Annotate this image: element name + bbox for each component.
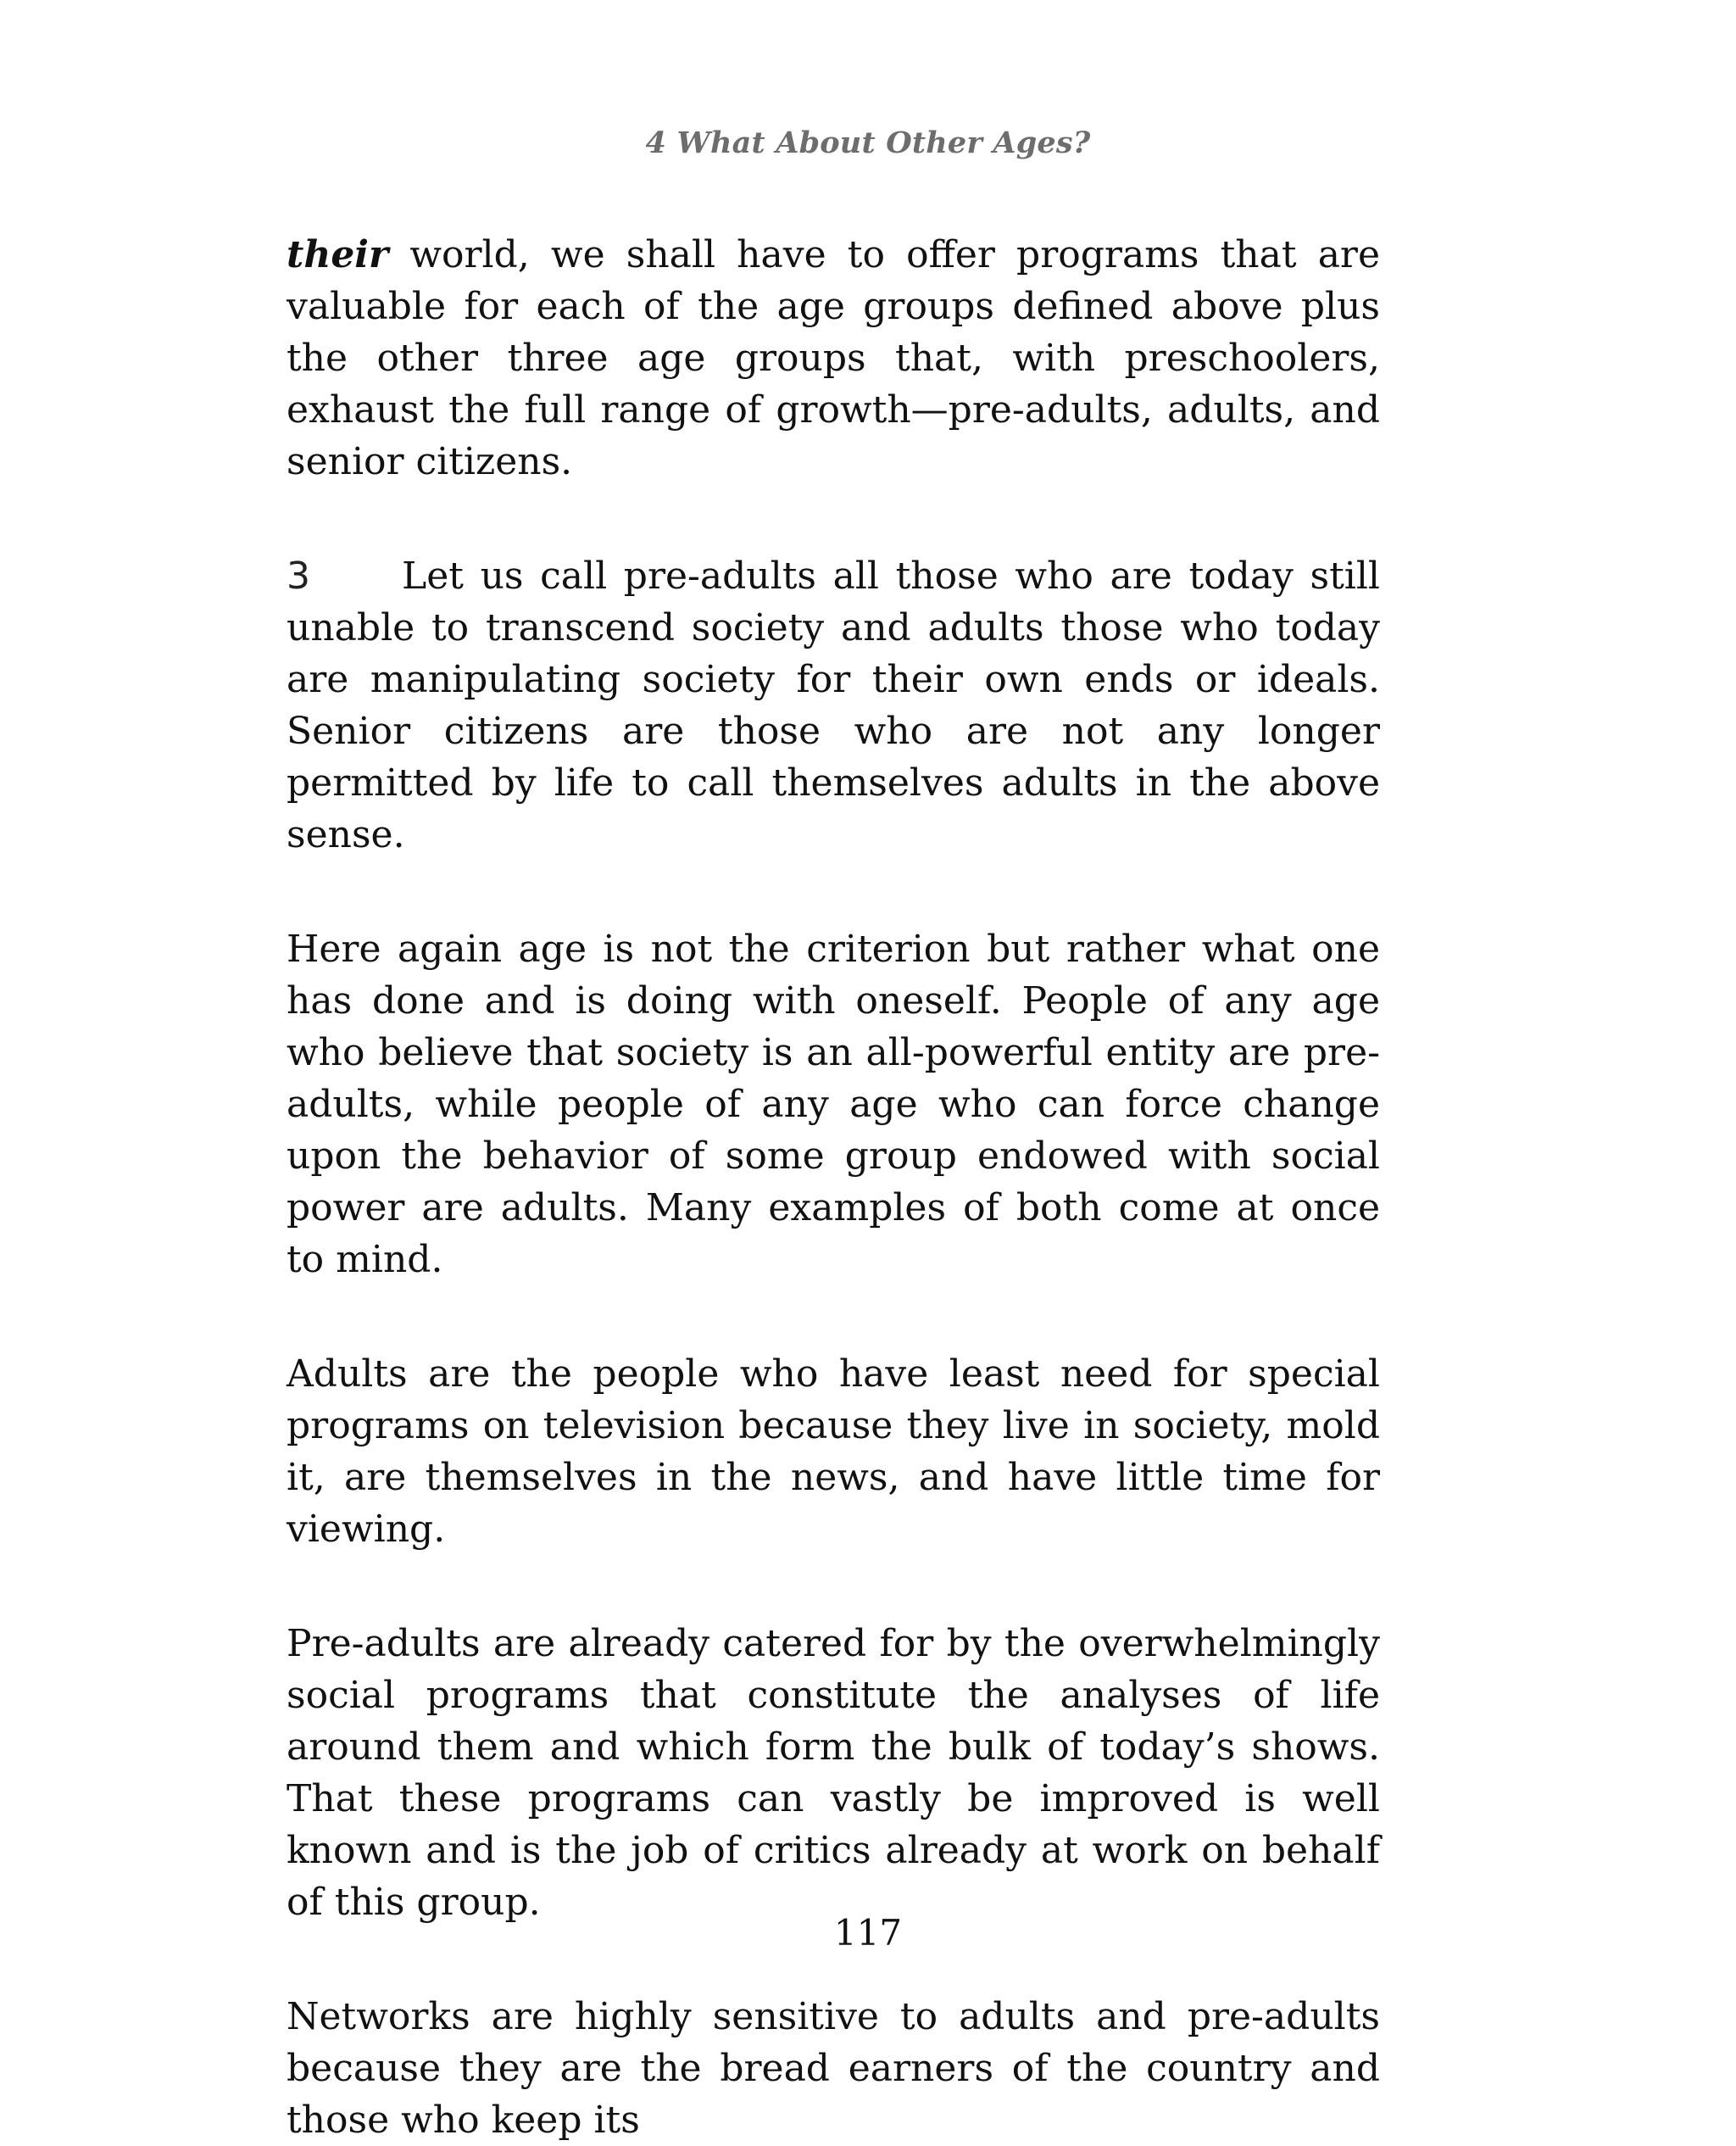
paragraph-text: Let us call pre-adults all those who are today still unable to transcend society and adults those who today are manipulating society for their own ends or ideals. Senior citizens are those who are not any longer permitted by life to call themselves adults in the above sense. (287, 555, 1380, 856)
paragraph: Adults are the people who have least need for special programs on television because they live in society, mold it, are themselves in the news, and have little time for viewing. (287, 1352, 1380, 1551)
paragraph-section-3 (287, 550, 1380, 861)
paragraph-text: world, we shall have to offer programs that are valuable for each of the age groups defined above plus the other three age groups that, with preschoolers, exhaust the full range of growth—pre-adults, adults, and senior citizens. (287, 233, 1380, 483)
running-header: 4 What About Other Ages? (645, 125, 1091, 160)
page-number: 117 (833, 1912, 903, 1954)
paragraph: Networks are highly sensitive to adults and pre-adults because they are the bread earners of the country and those who keep its (287, 1995, 1380, 2142)
paragraph: Pre-adults are already catered for by the overwhelmingly social programs that constitute the analyses of life around them and which form the bulk of today’s shows. That these programs can vastly be improved is well known and is the job of critics already at work on behalf of this group. (287, 1622, 1380, 1924)
section-number: 3 (287, 555, 310, 598)
body-text (287, 229, 1380, 2146)
paragraph-continuation (287, 229, 1380, 488)
emphasized-word: their (287, 233, 389, 276)
paragraph: Here again age is not the criterion but rather what one has done and is doing with oneself. People of any age who believe that society is an all-powerful entity are pre-adults, while people of any age who can force change upon the behavior of some group endowed with social power are adults. Many examples of both come at once to mind. (287, 928, 1380, 1281)
